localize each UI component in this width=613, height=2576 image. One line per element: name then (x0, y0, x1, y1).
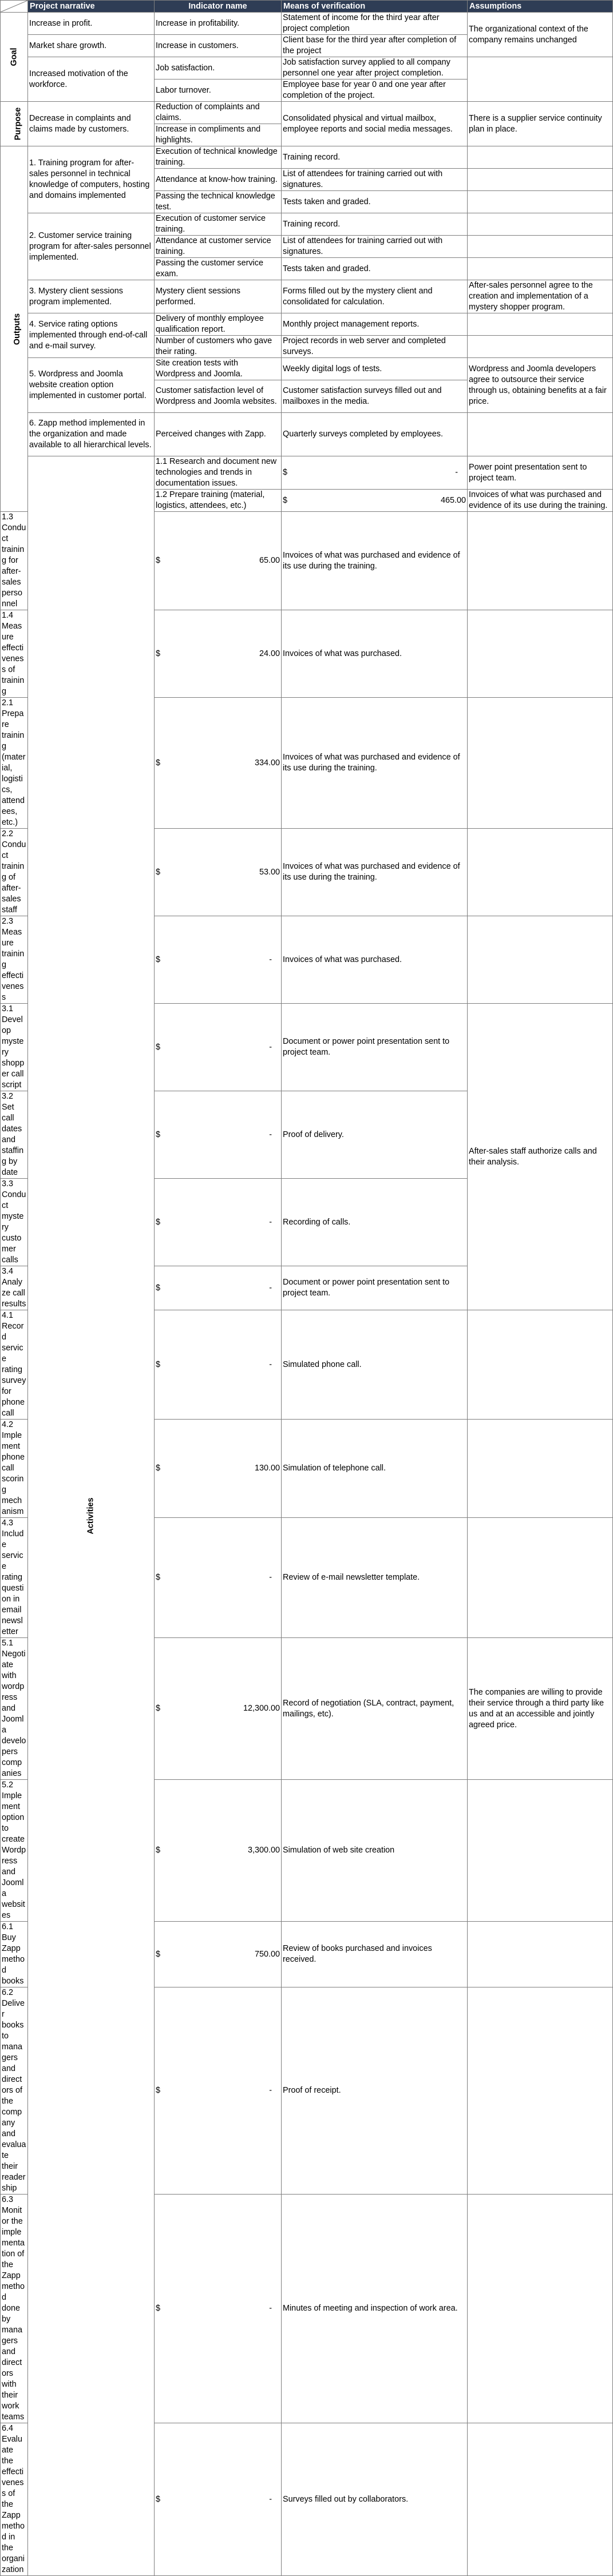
activity-name: 5.2 Implement option to create Wordpress and Joomla websites (1, 1780, 28, 1922)
output-means: List of attendees for training carried out with signatures. (282, 236, 468, 258)
output-assumption-empty (468, 258, 613, 280)
activity-cost (155, 1310, 282, 1420)
goal-narrative: Increased motivation of the workforce. (28, 57, 155, 102)
output-indicator: Execution of technical knowledge training. (155, 146, 282, 169)
activity-assumption-empty (468, 1420, 613, 1518)
activity-name: 1.1 Research and document new technologies and trends in documentation issues. (155, 456, 282, 490)
activity-assumption-empty (468, 916, 613, 1004)
cost-value: 130.00 (254, 1464, 280, 1473)
currency-symbol: $ (156, 649, 161, 658)
corner-cell (1, 1, 28, 13)
cost-value: 465.00 (440, 495, 466, 505)
activity-means: Proof of delivery. (282, 1091, 468, 1179)
activity-name: 3.2 Set call dates and staffing by date (1, 1091, 28, 1179)
goal-means: Employee base for year 0 and one year after completion of the project. (282, 79, 468, 102)
cost-value: 12,300.00 (243, 1704, 280, 1713)
output-means: Forms filled out by the mystery client and consolidated for calculation. (282, 280, 468, 313)
output-assumption: Wordpress and Joomla developers agree to outsource their service through us, obtaining benefits at a fair price. (468, 358, 613, 413)
output-assumption-empty (468, 169, 613, 191)
cost-value: - (269, 1283, 272, 1293)
activity-cost (155, 1179, 282, 1266)
activity-cost (155, 1987, 282, 2195)
goal-indicator: Increase in profitability. (155, 13, 282, 35)
activity-assumption-empty (468, 1518, 613, 1638)
activity-name: 2.3 Measure training effectiveness (1, 916, 28, 1004)
currency-symbol: $ (283, 468, 288, 477)
goal-indicator: Labor turnover. (155, 79, 282, 102)
activity-means: Surveys filled out by collaborators. (282, 2423, 468, 2576)
activity-assumption-empty (468, 512, 613, 610)
output-assumption: After-sales personnel agree to the creation and implementation of a mystery shopper program. (468, 280, 613, 313)
activity-name: 5.1 Negotiate with wordpress and Joomla developers companies (1, 1638, 28, 1780)
diagonal-line (1, 1, 27, 12)
activity-cost (155, 1780, 282, 1922)
output-narrative: 1. Training program for after-sales personnel in technical knowledge of computers, hosting and domains implemented (28, 146, 155, 213)
purpose-assumption: There is a supplier service continuity plan in place. (468, 102, 613, 146)
currency-symbol: $ (156, 1573, 161, 1582)
currency-symbol: $ (156, 1949, 161, 1959)
output-means: Monthly project management reports. (282, 313, 468, 336)
activity-means: Simulation of web site creation (282, 1780, 468, 1922)
purpose-indicator: Reduction of complaints and claims. (155, 102, 282, 124)
activity-name: 1.4 Measure effectiveness of training (1, 610, 28, 698)
activity-cost (155, 1638, 282, 1780)
activity-name: 6.1 Buy Zapp method books (1, 1922, 28, 1987)
cost-value: 65.00 (259, 556, 280, 565)
activity-means: Document or power point presentation sent to project team. (282, 1004, 468, 1091)
purpose-narrative: Decrease in complaints and claims made by customers. (28, 102, 155, 146)
cost-value: - (269, 1573, 272, 1582)
activity-assumption-empty (468, 2423, 613, 2576)
cost-value: 3,300.00 (247, 1846, 280, 1855)
activity-name: 3.1 Develop mystery shopper call script (1, 1004, 28, 1091)
output-means: Training record. (282, 146, 468, 169)
output-indicator: Passing the customer service exam. (155, 258, 282, 280)
output-assumption-empty (468, 191, 613, 213)
output-indicator: Number of customers who gave their rating. (155, 336, 282, 358)
currency-symbol: $ (156, 2086, 161, 2095)
header-narrative: Project narrative (28, 1, 155, 13)
level-purpose: Purpose (1, 102, 28, 146)
output-means: Project records in web server and completed surveys. (282, 336, 468, 358)
activity-assumption: After-sales staff authorize calls and their analysis. (468, 1004, 613, 1310)
goal-indicator: Job satisfaction. (155, 57, 282, 79)
output-narrative: 6. Zapp method implemented in the organization and made available to all hierarchical levels. (28, 413, 155, 456)
activity-means: Record of negotiation (SLA, contract, payment, mailings, etc). (282, 1638, 468, 1780)
currency-symbol: $ (156, 1283, 161, 1293)
activity-means: Proof of receipt. (282, 1987, 468, 2195)
activity-cost (155, 512, 282, 610)
output-narrative: 3. Mystery client sessions program implemented. (28, 280, 155, 313)
currency-symbol: $ (156, 758, 161, 768)
output-assumption-empty (468, 213, 613, 236)
activity-name: 1.2 Prepare training (material, logistics, attendees, etc.) (155, 490, 282, 512)
activity-cost (155, 698, 282, 829)
activity-cost (282, 456, 468, 490)
activity-name: 1.3 Conduct training for after-sales personnel (1, 512, 28, 610)
cost-value: - (455, 468, 458, 477)
activity-name: 6.2 Deliver books to managers and directors of the company and evaluate their readership (1, 1987, 28, 2195)
output-indicator: Attendance at customer service training. (155, 236, 282, 258)
output-indicator: Execution of customer service training. (155, 213, 282, 236)
currency-symbol: $ (156, 1042, 161, 1052)
goal-narrative: Increase in profit. (28, 13, 155, 35)
header-indicator: Indicator name (155, 1, 282, 13)
activity-cost (155, 610, 282, 698)
activity-cost (155, 916, 282, 1004)
activity-means: Document or power point presentation sent to project team. (282, 1266, 468, 1310)
activity-name: 6.3 Monitor the implementation of the Zapp method done by managers and directors with their work teams (1, 2195, 28, 2423)
activity-name: 4.1 Record service rating survey for phone call (1, 1310, 28, 1420)
activity-assumption-empty (468, 829, 613, 916)
output-means: Tests taken and graded. (282, 258, 468, 280)
output-indicator: Perceived changes with Zapp. (155, 413, 282, 456)
output-indicator: Mystery client sessions performed. (155, 280, 282, 313)
currency-symbol: $ (156, 1846, 161, 1855)
goal-means: Job satisfaction survey applied to all company personnel one year after project completion. (282, 57, 468, 79)
activity-assumption-empty (468, 2195, 613, 2423)
output-means: List of attendees for training carried out with signatures. (282, 169, 468, 191)
activity-name: 2.2 Conduct training of after-sales staff (1, 829, 28, 916)
output-means: Weekly digital logs of tests. (282, 358, 468, 380)
activity-assumption-empty (468, 1922, 613, 1987)
activity-name: 3.3 Conduct mystery customer calls (1, 1179, 28, 1266)
activity-cost (155, 2423, 282, 2576)
cost-value: - (269, 2304, 272, 2313)
activity-means: Simulation of telephone call. (282, 1420, 468, 1518)
activity-name: 6.4 Evaluate the effectiveness of the Zapp method in the organization (1, 2423, 28, 2576)
cost-value: - (269, 1042, 272, 1052)
output-assumption-empty (468, 336, 613, 358)
goal-assumption-empty (468, 57, 613, 102)
output-assumption-empty (468, 236, 613, 258)
activity-cost (155, 1266, 282, 1310)
activity-assumption-empty (468, 698, 613, 829)
cost-value: - (269, 2494, 272, 2504)
header-assumptions: Assumptions (468, 1, 613, 13)
output-means: Customer satisfaction surveys filled out and mailboxes in the media. (282, 380, 468, 413)
cost-value: 53.00 (259, 867, 280, 877)
currency-symbol: $ (156, 556, 161, 565)
activity-means: Recording of calls. (282, 1179, 468, 1266)
goal-means: Statement of income for the third year after project completion (282, 13, 468, 35)
activity-cost (155, 1091, 282, 1179)
activity-cost (155, 1004, 282, 1091)
activity-means: Review of e-mail newsletter template. (282, 1518, 468, 1638)
currency-symbol: $ (156, 2494, 161, 2504)
activity-name: 4.2 Implement phone call scoring mechanism (1, 1420, 28, 1518)
level-activities: Activities (28, 456, 155, 2576)
cost-value: 24.00 (259, 649, 280, 658)
activity-name: 4.3 Include service rating question in email newsletter (1, 1518, 28, 1638)
activity-cost (155, 829, 282, 916)
currency-symbol: $ (156, 1464, 161, 1473)
currency-symbol: $ (156, 1217, 161, 1227)
currency-symbol: $ (156, 1704, 161, 1713)
activity-means: Invoices of what was purchased. (282, 916, 468, 1004)
currency-symbol: $ (156, 2304, 161, 2313)
activity-means: Minutes of meeting and inspection of work area. (282, 2195, 468, 2423)
activity-assumption-empty (468, 1780, 613, 1922)
activity-means: Power point presentation sent to project team. (468, 456, 613, 490)
activity-name: 2.1 Prepare training (material, logistics, attendees, etc.) (1, 698, 28, 829)
activity-assumption-empty (468, 1310, 613, 1420)
goal-indicator: Increase in customers. (155, 35, 282, 57)
output-assumption-empty (468, 313, 613, 336)
header-verification: Means of verification (282, 1, 468, 13)
currency-symbol: $ (283, 495, 288, 505)
cost-value: 750.00 (254, 1949, 280, 1959)
level-outputs: Outputs (1, 146, 28, 512)
activity-row (1, 456, 613, 490)
activity-means: Invoices of what was purchased and evidence of its use during the training. (468, 490, 613, 512)
cost-value: 334.00 (254, 758, 280, 768)
activity-assumption-empty (468, 610, 613, 698)
cost-value: - (269, 2086, 272, 2095)
goal-means: Client base for the third year after completion of the project (282, 35, 468, 57)
output-indicator: Attendance at know-how training. (155, 169, 282, 191)
goal-assumption: The organizational context of the company remains unchanged (468, 13, 613, 57)
activity-means: Review of books purchased and invoices received. (282, 1922, 468, 1987)
cost-value: - (269, 1217, 272, 1227)
currency-symbol: $ (156, 867, 161, 877)
output-means: Tests taken and graded. (282, 191, 468, 213)
activity-means: Invoices of what was purchased. (282, 610, 468, 698)
purpose-indicator: Increase in compliments and highlights. (155, 124, 282, 146)
output-indicator: Site creation tests with Wordpress and Joomla. (155, 358, 282, 380)
output-indicator: Passing the technical knowledge test. (155, 191, 282, 213)
activity-cost (155, 1922, 282, 1987)
activity-assumption: The companies are willing to provide their service through a third party like us and at an accessible and jointly agreed price. (468, 1638, 613, 1780)
level-goal: Goal (1, 13, 28, 102)
activity-means: Invoices of what was purchased and evidence of its use during the training. (282, 698, 468, 829)
goal-narrative: Market share growth. (28, 35, 155, 57)
activity-cost (282, 490, 468, 512)
output-means: Quarterly surveys completed by employees. (282, 413, 468, 456)
cost-value: - (269, 1130, 272, 1139)
output-narrative: 5. Wordpress and Joomla website creation option implemented in customer portal. (28, 358, 155, 413)
activity-name: 3.4 Analyze call results (1, 1266, 28, 1310)
output-assumption-empty (468, 413, 613, 456)
output-means: Training record. (282, 213, 468, 236)
activity-cost (155, 1420, 282, 1518)
currency-symbol: $ (156, 955, 161, 964)
activity-cost (155, 2195, 282, 2423)
activity-means: Simulated phone call. (282, 1310, 468, 1420)
activity-assumption-empty (468, 1987, 613, 2195)
activity-cost (155, 1518, 282, 1638)
cost-value: - (269, 1359, 272, 1369)
output-indicator: Customer satisfaction level of Wordpress and Joomla websites. (155, 380, 282, 413)
output-narrative: 4. Service rating options implemented through end-of-call and e-mail survey. (28, 313, 155, 358)
cost-value: - (269, 955, 272, 964)
activity-means: Invoices of what was purchased and evidence of its use during the training. (282, 512, 468, 610)
output-assumption-empty (468, 146, 613, 169)
currency-symbol: $ (156, 1130, 161, 1139)
activity-means: Invoices of what was purchased and evidence of its use during the training. (282, 829, 468, 916)
currency-symbol: $ (156, 1359, 161, 1369)
purpose-means: Consolidated physical and virtual mailbox, employee reports and social media messages. (282, 102, 468, 146)
output-indicator: Delivery of monthly employee qualification report. (155, 313, 282, 336)
output-narrative: 2. Customer service training program for after-sales personnel implemented. (28, 213, 155, 280)
